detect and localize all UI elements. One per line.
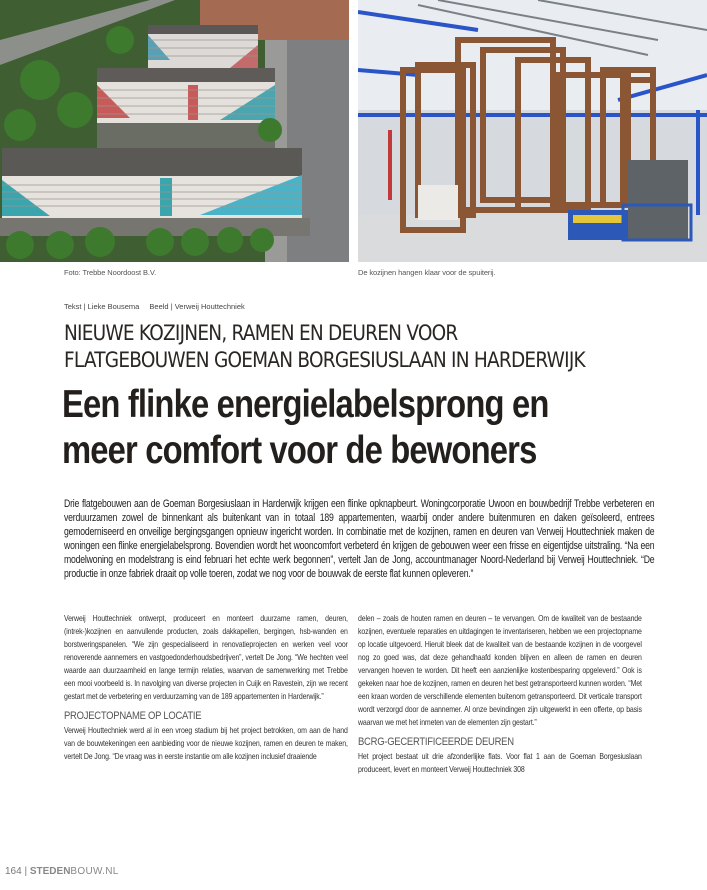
brand-name-bold: STEDEN <box>29 866 71 877</box>
page-footer <box>5 866 119 878</box>
body-paragraph: Het project bestaat uit drie afzonderlijke flats. Voor flat 1 aan de Goeman Borgesiuslaan produceert, levert en monteert Verweij Houttechniek 308 <box>358 752 642 774</box>
factory-photo-illustration <box>358 0 707 262</box>
photo-caption-right: De kozijnen hangen klaar voor de spuiterij. <box>358 268 496 277</box>
kicker-line-1: NIEUWE KOZIJNEN, RAMEN EN DEUREN VOOR <box>64 321 458 346</box>
headline-line-1: Een flinke energielabelsprong en <box>62 383 549 426</box>
article-headline <box>62 382 667 474</box>
body-paragraph: delen – zoals de houten ramen en deuren – te vervangen. Om de kwaliteit van de bestaande kozijnen, eventuele reparaties en uitdagingen te inventariseren, hebben we een projectopname op locatie uitgevoerd. Hieruit bleek dat de kwaliteit van de bestaande kozijnen in de voorgevel nog zo goed was, dat deze gehandhaafd konden blijven en alleen de ramen en deuren vervangen hoeven te worden. Dit heeft een aanzienlijke kostenbesparing opgeleverd.” Ook is gekeken naar hoe de kozijnen, ramen en deuren het best getransporteerd kunnen worden. “Met een kraan worden de verschillende elementen buitenom getransporteerd. Dit verticale transport wordt verzorgd door de aannemer. Al onze bevindingen zijn uitgewerkt in een offerte, op basis waarvan we met het inmeten van de elementen zijn gestart.” <box>358 614 642 727</box>
brand-name-light: BOUW.NL <box>70 866 119 877</box>
article-intro: Drie flatgebouwen aan de Goeman Borgesiuslaan in Harderwijk krijgen een flinke opknapbeurt. Woningcorporatie Uwoon en bouwbedrijf Trebbe verbeteren en verduurzamen zowel de binnenkant als buitenkant van in totaal 189 appartementen, waarbij onder andere buitenmuren en daken geïsoleerd, entrees gemoderniseerd en onveilige bergingsgangen opnieuw ingericht worden. In combinatie met de kozijnen, ramen en deuren van Verweij Houttechniek maken de woningen een flinke energielabelsprong. Bovendien wordt het wooncomfort verbeterd én krijgen de gebouwen weer een frisse en eigentijdse uitstraling. “Na een modelwoning en modelstrang is eind februari het echte werk begonnen”, vertelt Jan de Jong, accountmanager Noord-Nederland bij Verweij Houttechniek. “De productie in onze fabriek draait op volle toeren, zodat we nog voor de bouwvak de eerste flat kunnen opleveren.” <box>64 498 655 580</box>
section-heading-bcrg: BCRG-GECERTIFICEERDE DEUREN <box>358 736 514 748</box>
photo-caption-left: Foto: Trebbe Noordoost B.V. <box>64 268 157 277</box>
aerial-photo-flats <box>0 0 349 262</box>
kicker-line-2: FLATGEBOUWEN GOEMAN BORGESIUSLAAN IN HARDERWIJK <box>64 348 585 373</box>
page-number: 164 <box>5 866 22 877</box>
article-column-left <box>64 612 348 763</box>
credit-text-author: Tekst | Lieke Bousema <box>64 302 140 311</box>
footer-separator: | <box>24 866 28 877</box>
section-heading-projectopname: PROJECTOPNAME OP LOCATIE <box>64 710 202 722</box>
credit-image-source: Beeld | Verweij Houttechniek <box>149 302 245 311</box>
factory-photo-frames <box>358 0 707 262</box>
article-column-right <box>358 612 642 776</box>
article-kicker <box>64 320 632 374</box>
body-paragraph: Verweij Houttechniek werd al in een vroeg stadium bij het project betrokken, om aan de hand van de bouwtekeningen een aanbieding voor de nieuwe kozijnen, ramen en deuren te maken, vertelt De Jong. “De vraag was in eerste instantie om alle kozijnen inclusief draaiende <box>64 726 348 761</box>
aerial-photo-illustration <box>0 0 349 262</box>
article-credits <box>64 302 253 312</box>
body-paragraph: Verweij Houttechniek ontwerpt, produceert en monteert duurzame ramen, deuren, (intrek-)kozijnen en aanvullende producten, zoals dakkapellen, bergingen, hsb-wanden en borstweringspanelen. “We zijn gespecialiseerd in renovatieprojecten en werken veel voor renoverende aannemers en vastgoedonderhoudsbedrijven”, vertelt De Jong. “We hechten veel waarde aan duurzaamheid en lange termijn relaties, waarvan de samenwerking met Trebbe een mooi voorbeeld is. In navolging van diverse projecten in Cuijk en Ravestein, zijn we recent gestart met de verbetering en verduurzaming van de 189 appartementen in Harderwijk.” <box>64 614 348 701</box>
headline-line-2: meer comfort voor de bewoners <box>62 429 537 472</box>
